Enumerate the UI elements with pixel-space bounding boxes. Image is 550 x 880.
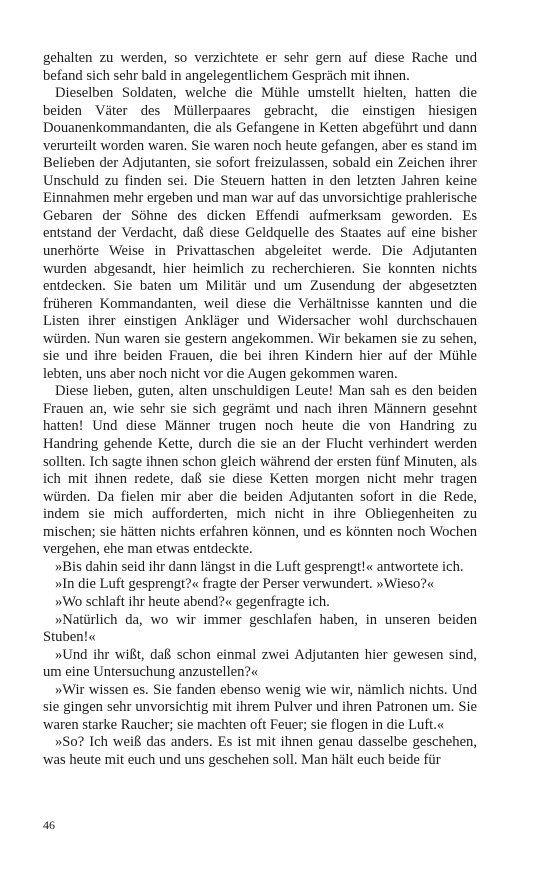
paragraph-5: »In die Luft gesprengt?« fragte der Perser verwundert. »Wieso?« <box>55 576 435 593</box>
body-text <box>43 50 477 769</box>
paragraph-3: Diese lieben, guten, alten unschuldigen Leute! Man sah es den beiden Frauen an, wie sehr sie sich gegrämt und nach ihren Männern gesehnt hatten! Und diese Männer trugen noch heute die von Handring zu Handring gehende Kette, durch die sie an der Flucht verhindert werden sollten. Ich sagte ihnen schon gleich während der ersten fünf Minuten, als ich mit ihnen redete, daß sie diese Ketten morgen nicht mehr tragen würden. Da fielen mir aber die beiden Adjutanten sofort in die Rede, indem sie mich aufforderten, mich nicht in ihre Obliegenheiten zu mischen; sie hätten nichts erfahren können, und es könnten noch Wochen vergehen, ehe man etwas entdeckte. <box>43 383 477 558</box>
paragraph-1: gehalten zu werden, so verzichtete er sehr gern auf diese Rache und befand sich sehr bald in angelegentlichem Gespräch mit ihnen. <box>43 50 477 84</box>
paragraph-4: »Bis dahin seid ihr dann längst in die Luft gesprengt!« antwortete ich. <box>55 558 464 575</box>
paragraph-7: »Natürlich da, wo wir immer geschlafen haben, in unseren beiden Stuben!« <box>43 611 477 646</box>
paragraph-10: »So? Ich weiß das anders. Es ist mit ihnen genau dasselbe geschehen, was heute mit euch und uns geschehen soll. Man hält euch beide für <box>43 734 477 768</box>
paragraph-8: »Und ihr wißt, daß schon einmal zwei Adjutanten hier gewesen sind, um eine Untersuchung anzustellen?« <box>43 646 477 681</box>
paragraph-2: Dieselben Soldaten, welche die Mühle umstellt hielten, hatten die beiden Väter des Müllerpaares gebracht, die einstigen hiesigen Douanenkommandanten, die als Gefangene in Ketten abgeführt und dann verurteilt worden waren. Sie waren noch heute gefangen, aber es stand im Belieben der Adjutanten, sie sofort freizulassen, sobald ein Zeichen ihrer Unschuld zu finden sei. Die Steuern hatten in den letzten Jahren keine Einnahmen mehr ergeben und man war auf das unvorsichtige prahlerische Gebaren der Söhne des dicken Effendi aufmerksam geworden. Es entstand der Verdacht, daß diese Geldquelle des Staates auf eine bisher unerhörte Weise in Privattaschen abgeleitet werde. Die Adjutanten wurden abgesandt, hier heimlich zu recherchieren. Sie konnten nichts entdecken. Sie baten um Militär und um Zusendung der abgesetzten früheren Kommandanten, weil diese die Verhältnisse kannten und die Listen ihrer einstigen Ankläger und Widersacher wohl durchschauen würden. Nun waren sie gestern angekommen. Wir bekamen sie zu sehen, sie und ihre beiden Frauen, die bei ihren Kindern hier auf der Mühle lebten, uns aber noch nicht vor die Augen gekommen waren. <box>43 85 477 382</box>
paragraph-9: »Wir wissen es. Sie fanden ebenso wenig wie wir, nämlich nichts. Und sie gingen sehr unvorsichtig mit ihrem Pulver und ihren Patronen um. Sie waren starke Raucher; sie machten oft Feuer; sie flogen in die Luft.« <box>43 681 477 733</box>
page-number: 46 <box>43 818 55 832</box>
paragraph-6: »Wo schlaft ihr heute abend?« gegenfragte ich. <box>55 593 330 610</box>
